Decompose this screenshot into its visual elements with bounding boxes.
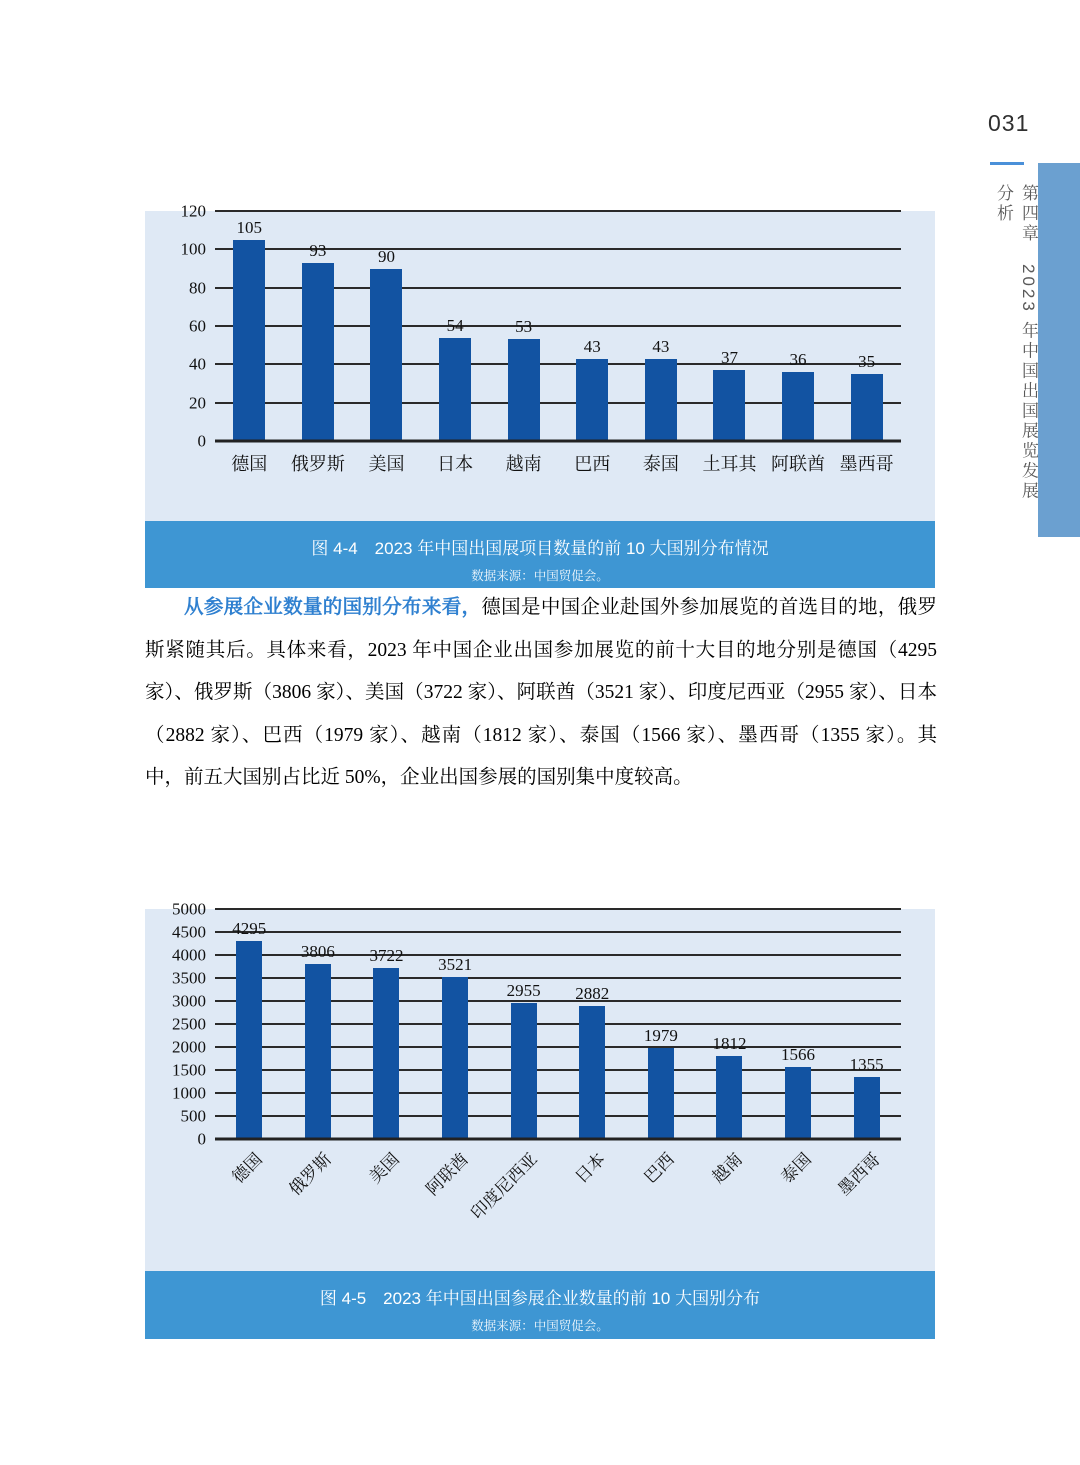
bar	[645, 359, 677, 441]
x-axis-label: 德国	[228, 1149, 267, 1188]
bar-column	[832, 909, 901, 1139]
x-axis-label: 泰国	[642, 454, 679, 474]
x-axis-line	[215, 440, 901, 443]
bar	[439, 338, 471, 442]
y-tick-label: 500	[180, 1106, 206, 1126]
y-tick-label: 20	[189, 393, 206, 413]
bar-value-label: 3521	[438, 955, 473, 975]
bar	[373, 968, 399, 1139]
bar	[508, 339, 540, 441]
bar-value-label: 43	[652, 336, 670, 356]
chapter-title-vertical: 第四章 2023 年中国出国展览发展分析	[994, 184, 1038, 502]
y-tick-label: 5000	[172, 899, 206, 919]
bar-column	[284, 909, 353, 1139]
bar-column	[832, 211, 901, 441]
y-tick-label: 2000	[172, 1037, 206, 1057]
figure-4-5	[145, 875, 935, 1339]
x-axis-label: 阿联酋	[422, 1149, 473, 1200]
x-axis-labels	[215, 1139, 901, 1233]
bar-column	[627, 211, 696, 441]
plot-area	[215, 211, 901, 441]
figure-caption: 图 4-4 2023 年中国出国展项目数量的前 10 大国别分布情况	[311, 539, 769, 558]
bar	[305, 964, 331, 1139]
figure-source: 数据来源：中国贸促会。	[471, 569, 609, 583]
x-axis-label: 美国	[368, 454, 405, 474]
x-axis-label: 泰国	[777, 1149, 816, 1188]
bar	[302, 263, 334, 441]
figure-caption-band	[145, 521, 935, 588]
x-axis-label: 日本	[571, 1149, 610, 1188]
y-tick-label: 100	[180, 239, 206, 259]
page-number: 031	[988, 110, 1030, 136]
y-tick-label: 3000	[172, 991, 206, 1011]
x-axis-label: 巴西	[640, 1149, 678, 1188]
bar-column	[421, 211, 490, 441]
x-axis-label: 阿联酋	[771, 454, 826, 474]
bar-value-label: 35	[858, 351, 876, 371]
x-axis-labels	[215, 450, 901, 476]
bar-value-label: 1355	[849, 1054, 884, 1074]
paragraph-body: 德国是中国企业赴国外参加展览的首选目的地，俄罗斯紧随其后。具体来看，2023 年中国企业出国参加展览的前十大目的地分别是德国（4295 家）、俄罗斯（3806 家）、美国（3722 家）、阿联酋（3521 家）、印度尼西亚（2955 家）、日本（2882 家）、巴西（1979 家）、越南（1812 家）、泰国（1566 家）、墨西哥（1355 家）。其中，前五大国别占比近 50%，企业出国参展的国别集中度较高。	[145, 597, 937, 788]
bar-value-label: 54	[446, 315, 464, 335]
x-axis-label: 俄罗斯	[285, 1149, 335, 1200]
bar-column	[421, 909, 490, 1139]
bar-column	[489, 211, 558, 441]
bar-value-label: 90	[377, 246, 395, 266]
bar-value-label: 2882	[575, 984, 610, 1004]
bar-value-label: 1566	[781, 1044, 816, 1064]
bar-value-label: 93	[309, 240, 327, 260]
bar-column	[764, 909, 833, 1139]
x-axis-label: 美国	[365, 1149, 404, 1188]
bar-column	[352, 211, 421, 441]
bar-column	[558, 909, 627, 1139]
bar	[851, 374, 883, 441]
bar-column	[764, 211, 833, 441]
x-axis-line	[215, 1138, 901, 1141]
y-tick-label: 1000	[172, 1083, 206, 1103]
sidebar-accent-bar	[1038, 163, 1080, 537]
bar	[716, 1056, 742, 1139]
y-tick-label: 120	[180, 201, 206, 221]
y-axis	[165, 899, 215, 1149]
x-axis-label: 越南	[708, 1149, 747, 1188]
figure-4-4	[145, 180, 935, 588]
bar	[236, 941, 262, 1139]
y-tick-label: 1500	[172, 1060, 206, 1080]
x-axis-label: 越南	[505, 454, 542, 474]
x-axis-label: 墨西哥	[834, 1149, 884, 1200]
chapter-rule	[990, 162, 1024, 165]
bar-column	[284, 211, 353, 441]
y-tick-label: 0	[197, 1129, 206, 1149]
bar	[579, 1006, 605, 1139]
bar-column	[352, 909, 421, 1139]
bar-column	[489, 909, 558, 1139]
y-tick-label: 40	[189, 354, 206, 374]
bar	[713, 370, 745, 441]
bar	[576, 359, 608, 441]
bar	[785, 1067, 811, 1139]
y-tick-label: 4500	[172, 922, 206, 942]
bar-column	[215, 211, 284, 441]
x-axis-label: 墨西哥	[839, 454, 894, 474]
bar-value-label: 2955	[506, 981, 541, 1001]
figure-caption-band	[145, 1271, 935, 1339]
x-axis-label: 印度尼西亚	[467, 1149, 541, 1224]
bar	[854, 1077, 880, 1139]
plot-area	[215, 909, 901, 1139]
y-axis	[165, 201, 215, 451]
figure-source: 数据来源：中国贸促会。	[471, 1319, 609, 1333]
bar-value-label: 43	[583, 336, 601, 356]
x-axis-label: 德国	[231, 454, 268, 474]
y-tick-label: 4000	[172, 945, 206, 965]
chart-panel	[145, 899, 935, 1271]
bar-column	[627, 909, 696, 1139]
bar-value-label: 3806	[300, 941, 335, 961]
bar-column	[695, 211, 764, 441]
bar-value-label: 37	[720, 348, 738, 368]
y-tick-label: 3500	[172, 968, 206, 988]
bar	[370, 269, 402, 442]
x-axis-label: 俄罗斯	[290, 454, 345, 474]
y-tick-label: 60	[189, 316, 206, 336]
body-paragraph	[145, 586, 937, 800]
y-tick-label: 80	[189, 278, 206, 298]
bar-column	[558, 211, 627, 441]
bar-value-label: 4295	[232, 919, 267, 939]
bar-value-label: 1979	[643, 1025, 678, 1045]
bar-value-label: 36	[789, 350, 807, 369]
y-tick-label: 0	[197, 431, 206, 451]
bar-value-label: 53	[515, 317, 533, 337]
bar-value-label: 105	[236, 217, 263, 237]
x-axis-label: 土耳其	[702, 454, 757, 474]
chart-panel	[145, 201, 935, 521]
bar	[648, 1048, 674, 1139]
bar-value-label: 3722	[369, 945, 404, 965]
y-tick-label: 2500	[172, 1014, 206, 1034]
paragraph-lead: 从参展企业数量的国别分布来看，	[184, 596, 482, 618]
x-axis-label: 日本	[437, 454, 474, 474]
figure-caption: 图 4-5 2023 年中国出国参展企业数量的前 10 大国别分布	[319, 1289, 761, 1308]
bar-column	[215, 909, 284, 1139]
bar-column	[695, 909, 764, 1139]
bar-value-label: 1812	[712, 1033, 747, 1053]
bar	[511, 1003, 537, 1139]
x-axis-label: 巴西	[574, 454, 611, 474]
bar	[442, 977, 468, 1139]
bar	[782, 372, 814, 441]
bar	[233, 240, 265, 441]
